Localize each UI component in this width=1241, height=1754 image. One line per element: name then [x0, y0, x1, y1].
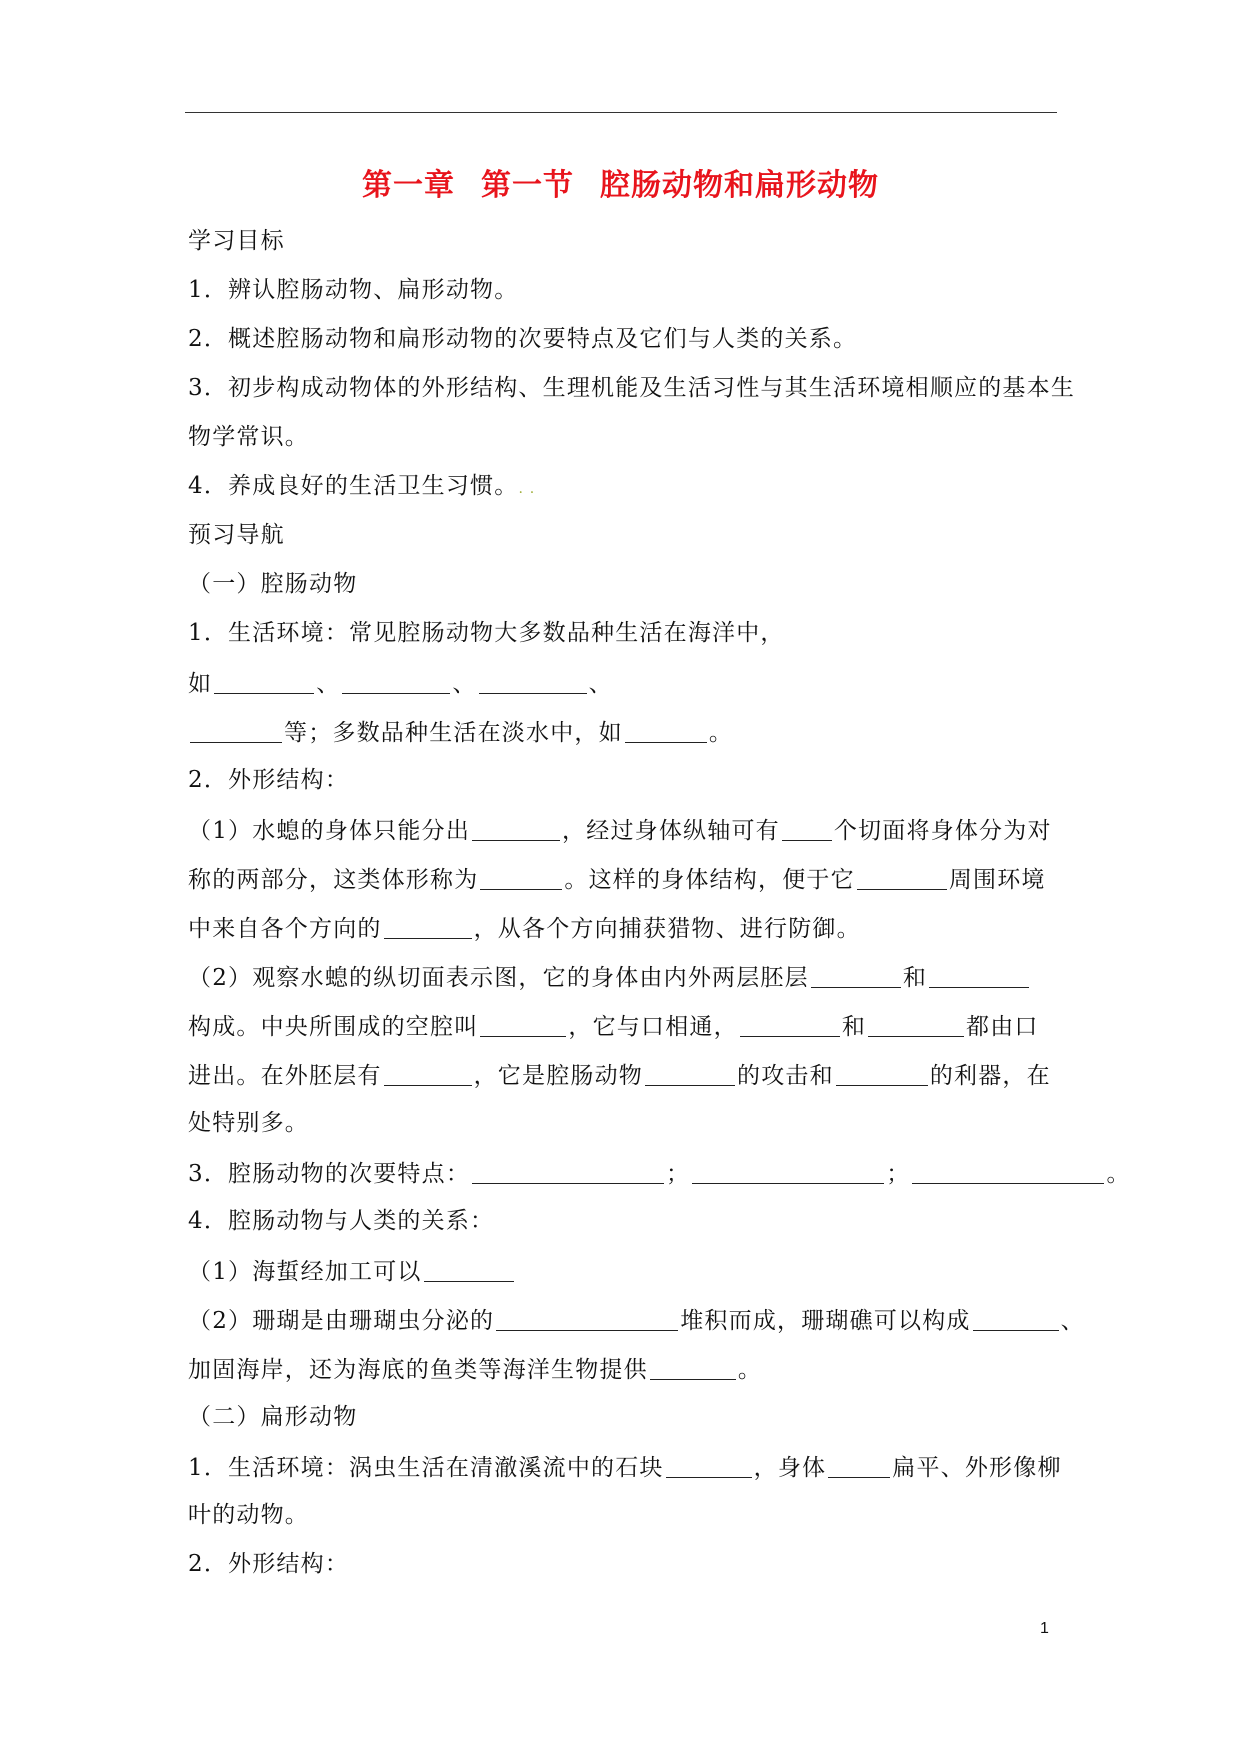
q4-line: 4．腔肠动物与人类的关系： [188, 1208, 495, 1234]
fill-blank[interactable] [384, 1059, 472, 1086]
text-fragment: 。 [708, 720, 734, 746]
fill-blank[interactable] [479, 667, 587, 694]
text-fragment: ； [666, 1161, 691, 1187]
section-2-heading: （二）扁形动物 [188, 1404, 358, 1430]
fill-blank[interactable] [740, 1010, 840, 1037]
p2-line: 2．外形结构： [188, 1551, 350, 1577]
fill-blank[interactable] [424, 1255, 514, 1282]
text-fragment: 扁平、外形像柳 [892, 1455, 1062, 1481]
goal-item-2: 2．概述腔肠动物和扁形动物的次要特点及它们与人类的关系。 [188, 326, 858, 352]
fill-blank[interactable] [857, 863, 947, 890]
fill-blank[interactable] [625, 716, 707, 743]
fill-blank[interactable] [868, 1010, 964, 1037]
text-fragment: 个切面将身体分为对 [833, 818, 1052, 844]
p1-line-a [188, 1451, 1062, 1483]
header-rule [185, 112, 1057, 113]
preview-heading: 预习导航 [188, 522, 285, 548]
title-topic: 腔肠动物和扁形动物 [600, 168, 879, 203]
fill-blank[interactable] [384, 912, 472, 939]
q2-2-line-a [188, 961, 1031, 993]
text-fragment: 。这样的身体结构，便于它 [564, 867, 855, 893]
text-fragment: 进出。在外胚层有 [188, 1063, 382, 1089]
text-fragment: 构成。中央所围成的空腔叫 [188, 1014, 479, 1040]
q3-line [188, 1157, 1131, 1189]
text-fragment: 中来自各个方向的 [188, 916, 382, 942]
page-title [0, 160, 1241, 204]
fill-blank[interactable] [692, 1157, 884, 1184]
fill-blank[interactable] [190, 716, 282, 743]
fill-blank[interactable] [645, 1059, 735, 1086]
text-fragment: 3．腔肠动物的次要特点： [188, 1161, 471, 1187]
fill-blank[interactable] [342, 667, 450, 694]
goal-item-1: 1．辨认腔肠动物、扁形动物。 [188, 277, 519, 303]
stray-mark: . . [518, 481, 536, 497]
text-fragment: 、 [1060, 1308, 1085, 1334]
q1-cont-line [188, 716, 733, 748]
fill-blank[interactable] [782, 814, 832, 841]
text-fragment: 堆积而成，珊瑚礁可以构成 [680, 1308, 971, 1334]
text-fragment: 的利器，在 [929, 1063, 1051, 1089]
q1-blanks-line [188, 667, 613, 699]
text-fragment: ，从各个方向捕获猎物、进行防御。 [473, 916, 861, 942]
goal-item-3: 3．初步构成动物体的外形结构、生理机能及生活习性与其生活环境相顺应的基本生 [188, 375, 1076, 401]
goal-item-4-text: 4．养成良好的生活卫生习惯。 [188, 473, 519, 499]
goals-heading: 学习目标 [188, 228, 285, 254]
q1-line: 1．生活环境：常见腔肠动物大多数品种生活在海洋中， [188, 620, 785, 646]
fill-blank[interactable] [480, 1010, 566, 1037]
page-number: 1 [1040, 1620, 1049, 1637]
fill-blank[interactable] [480, 863, 562, 890]
text-fragment: 等；多数品种生活在淡水中，如 [284, 720, 623, 746]
text-fragment: 。 [1106, 1161, 1131, 1187]
text-fragment: ，它是腔肠动物 [473, 1063, 644, 1089]
q2-line: 2．外形结构： [188, 767, 350, 793]
p1-line-b: 叶的动物。 [188, 1502, 309, 1528]
text-fragment: 。 [737, 1357, 763, 1383]
text-fragment: （2）珊瑚是由珊瑚虫分泌的 [188, 1308, 495, 1334]
q2-2-line-d: 处特别多。 [188, 1110, 309, 1136]
title-chapter: 第一章 [362, 168, 455, 203]
text-fragment: 、 [316, 671, 341, 697]
text-fragment: ； [886, 1161, 911, 1187]
fill-blank[interactable] [973, 1304, 1059, 1331]
text-fragment: 的攻击和 [737, 1063, 834, 1089]
fill-blank[interactable] [811, 961, 901, 988]
text-fragment: 如 [188, 671, 213, 697]
goal-item-4 [188, 471, 535, 504]
fill-blank[interactable] [912, 1157, 1104, 1184]
q2-2-line-b [188, 1010, 1039, 1042]
q2-2-line-c [188, 1059, 1051, 1091]
text-fragment: ，经过身体纵轴可有 [562, 818, 780, 844]
fill-blank[interactable] [929, 961, 1029, 988]
text-fragment: 、 [588, 671, 613, 697]
text-fragment: 加固海岸，还为海底的鱼类等海洋生物提供 [188, 1357, 648, 1383]
text-fragment: 称的两部分，这类体形称为 [188, 867, 479, 893]
text-fragment: （1）海蜇经加工可以 [188, 1259, 422, 1285]
q2-1-line-c [188, 912, 861, 944]
fill-blank[interactable] [666, 1451, 752, 1478]
q2-1-line-a [188, 814, 1052, 846]
q2-1-line-b [188, 863, 1046, 895]
q4-2-line-b [188, 1353, 762, 1385]
text-fragment: 周围环境 [948, 867, 1046, 893]
text-fragment: ，它与口相通， [568, 1014, 738, 1040]
text-fragment: ，身体 [753, 1455, 827, 1481]
text-fragment: 和 [902, 965, 928, 991]
fill-blank[interactable] [214, 667, 314, 694]
text-fragment: （2）观察水螅的纵切面表示图，它的身体由内外两层胚层 [188, 965, 809, 991]
text-fragment: 都由口 [966, 1014, 1039, 1040]
fill-blank[interactable] [496, 1304, 678, 1331]
text-fragment: （1）水螅的身体只能分出 [188, 818, 471, 844]
text-fragment: 和 [841, 1014, 867, 1040]
text-fragment: 1．生活环境：涡虫生活在清澈溪流中的石块 [188, 1455, 664, 1481]
q4-1-line [188, 1255, 516, 1287]
fill-blank[interactable] [836, 1059, 928, 1086]
text-fragment: 、 [452, 671, 477, 697]
section-1-heading: （一）腔肠动物 [188, 571, 358, 597]
fill-blank[interactable] [472, 1157, 664, 1184]
fill-blank[interactable] [472, 814, 560, 841]
goal-item-3-cont: 物学常识。 [188, 424, 309, 450]
q4-2-line-a [188, 1304, 1085, 1336]
title-section: 第一节 [481, 168, 574, 203]
fill-blank[interactable] [650, 1353, 736, 1380]
fill-blank[interactable] [828, 1451, 890, 1478]
